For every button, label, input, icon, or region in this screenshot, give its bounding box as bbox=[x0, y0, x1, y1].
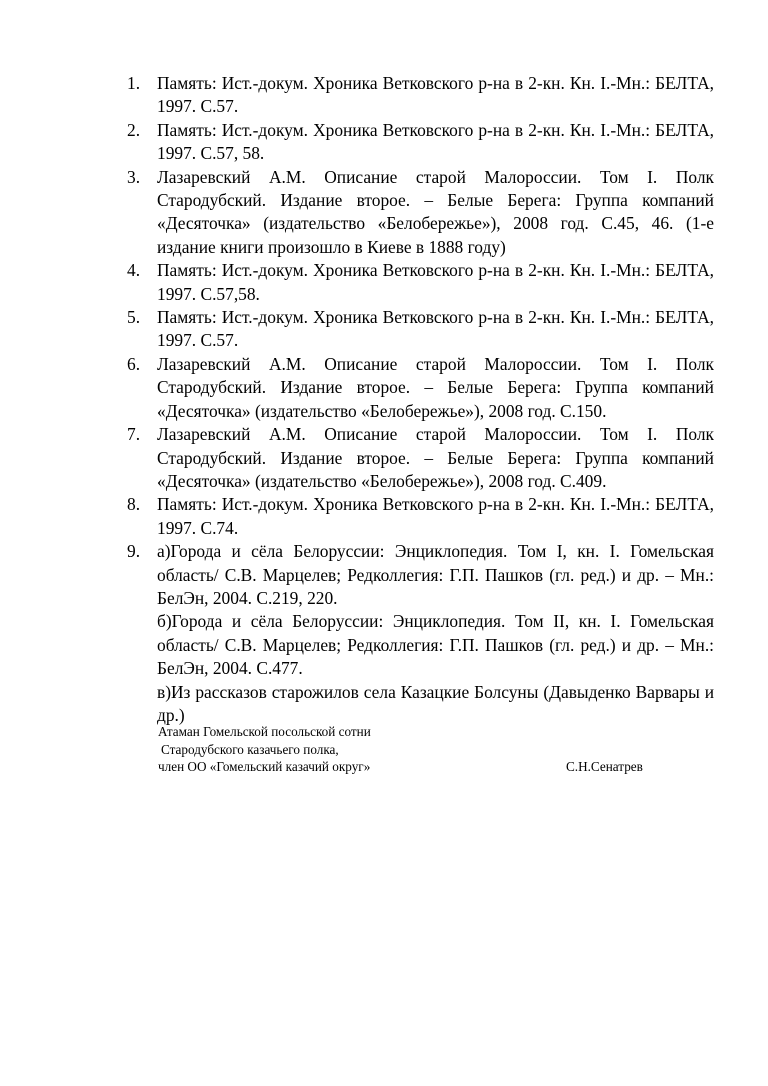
reference-item bbox=[127, 540, 714, 727]
reference-text: Память: Ист.-докум. Хроника Ветковского р-на в 2-кн. Кн. I.-Мн.: БЕЛТА, 1997. С.57,58. bbox=[157, 260, 714, 304]
reference-number: 2. bbox=[127, 119, 141, 140]
reference-number: 9. bbox=[127, 541, 141, 562]
reference-number: 5. bbox=[127, 307, 141, 328]
reference-text: Память: Ист.-докум. Хроника Ветковского р-на в 2-кн. Кн. I.-Мн.: БЕЛТА, 1997. С.57. bbox=[157, 73, 714, 117]
signatory-name: С.Н.Сенатрев bbox=[566, 759, 643, 774]
reference-item bbox=[127, 259, 714, 306]
reference-subitem: б)Города и сёла Белоруссии: Энциклопедия. Том II, кн. I. Гомельская область/ С.В. Марцелев; Редколлегия: Г.П. Пашков (гл. ред.) и др. – Мн.: БелЭн, 2004. С.477. bbox=[157, 611, 714, 679]
reference-subitem: в)Из рассказов старожилов села Казацкие Болсуны (Давыденко Варвары и др.) bbox=[157, 681, 714, 725]
reference-item bbox=[127, 166, 714, 260]
reference-text: Лазаревский А.М. Описание старой Малороссии. Том I. Полк Стародубский. Издание второе. – Белые Берега: Группа компаний «Десяточка» (издательство «Белобережье»), 2008 год. С.409. bbox=[157, 424, 714, 491]
reference-item bbox=[127, 72, 714, 119]
signature-position-line: Атаман Гомельской посольской сотни bbox=[158, 724, 371, 739]
reference-number: 4. bbox=[127, 260, 141, 281]
signature-membership-line: член ОО «Гомельский казачий округ» bbox=[158, 759, 371, 774]
reference-text: Память: Ист.-докум. Хроника Ветковского р-на в 2-кн. Кн. I.-Мн.: БЕЛТА, 1997. С.74. bbox=[157, 494, 714, 538]
reference-item bbox=[127, 306, 714, 353]
reference-number: 7. bbox=[127, 424, 141, 445]
reference-text: Лазаревский А.М. Описание старой Малороссии. Том I. Полк Стародубский. Издание второе. – Белые Берега: Группа компаний «Десяточка» (издательство «Белобережье»), 2008 год. С.45, 46. (1-е издание книги произошло в Киеве в 1888 году) bbox=[157, 166, 714, 257]
reference-text: Память: Ист.-докум. Хроника Ветковского р-на в 2-кн. Кн. I.-Мн.: БЕЛТА, 1997. С.57. bbox=[157, 307, 714, 351]
reference-item bbox=[127, 493, 714, 540]
reference-number: 3. bbox=[127, 166, 141, 187]
reference-text: Лазаревский А.М. Описание старой Малороссии. Том I. Полк Стародубский. Издание второе. – Белые Берега: Группа компаний «Десяточка» (издательство «Белобережье»), 2008 год. С.150. bbox=[157, 353, 714, 421]
reference-number: 6. bbox=[127, 353, 141, 374]
reference-item bbox=[127, 423, 714, 493]
reference-number: 1. bbox=[127, 73, 141, 93]
signature-block bbox=[158, 723, 678, 776]
reference-number: 8. bbox=[127, 494, 141, 515]
signature-regiment-line: Стародубского казачьего полка, bbox=[161, 741, 339, 757]
reference-item bbox=[127, 353, 714, 423]
reference-text: Память: Ист.-докум. Хроника Ветковского р-на в 2-кн. Кн. I.-Мн.: БЕЛТА, 1997. С.57, 58. bbox=[157, 119, 714, 164]
reference-list bbox=[127, 72, 714, 727]
reference-subitem: а)Города и сёла Белоруссии: Энциклопедия. Том I, кн. I. Гомельская область/ С.В. Марцелев; Редколлегия: Г.П. Пашков (гл. ред.) и др. – Мн.: БелЭн, 2004. С.219, 220. bbox=[157, 541, 714, 608]
reference-item bbox=[127, 119, 714, 166]
